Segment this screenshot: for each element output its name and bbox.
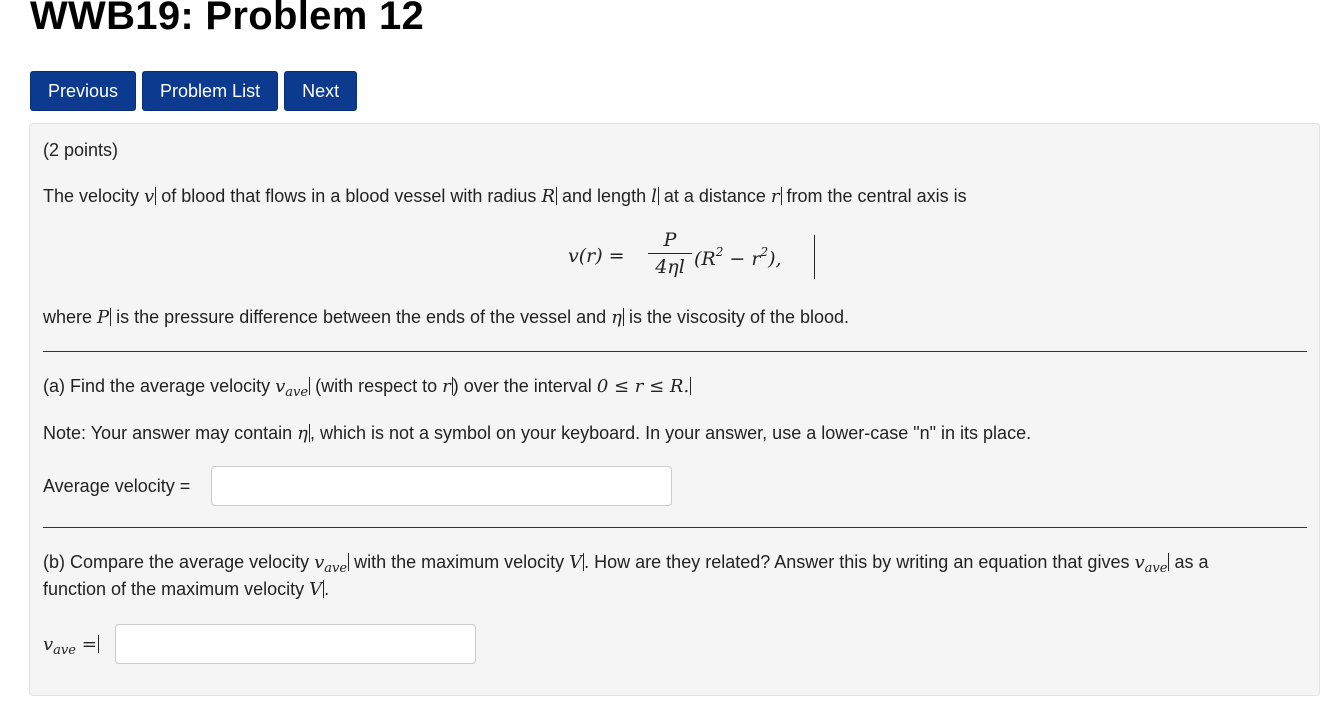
problem-list-button[interactable]: Problem List: [142, 71, 278, 111]
problem-panel: (2 points) The velocity v of blood that flows in a blood vessel with radius R and length l at a distance r from the central axis is v(r) = P 4ηl $(R^2 - r^2)$, where P is the pressure difference between the ends of the vessel and η is the viscosity of the blood. (a) Find the average velocity $v_{ave}$ (with respect to r ) over the interval 0 ≤ r ≤ R. Note: Your answer may contain η , which is not a symbol on your keyboard. In your answer, use a lower-case "n" in its place. Average velocity = (b) Compare the average velocity $v_{ave}$ with the maximum velocity V . How are they related? Answer this by writing an equation that gives $v_{ave}$ as a function of the maximum velocity V . $v_{ave}$ =: [29, 123, 1320, 696]
page-title: WWB19: Problem 12: [30, 0, 425, 38]
part-b-question-line2: function of the maximum velocity V .: [43, 579, 330, 600]
average-velocity-label: Average velocity =: [43, 476, 191, 496]
v-ave-label: $v_{ave}$ =: [43, 634, 97, 658]
divider: [43, 527, 1307, 528]
points-label: (2 points): [43, 140, 119, 160]
average-velocity-input[interactable]: [211, 466, 672, 506]
divider: [43, 351, 1307, 352]
v-ave-input[interactable]: [115, 624, 476, 664]
problem-where: where P is the pressure difference between the ends of the vessel and η is the viscosity of the blood.: [43, 307, 850, 328]
next-button[interactable]: Next: [284, 71, 357, 111]
problem-intro: The velocity v of blood that flows in a blood vessel with radius R and length l at a distance r from the central axis is: [43, 186, 967, 207]
problem-navigation: [30, 71, 357, 111]
part-a-note: Note: Your answer may contain η , which is not a symbol on your keyboard. In your answer, use a lower-case "n" in its place.: [43, 423, 1032, 444]
previous-button[interactable]: Previous: [30, 71, 136, 111]
part-b-question-line1: (b) Compare the average velocity $v_{ave}$ with the maximum velocity V . How are they related? Answer this by writing an equation that gives $v_{ave}$ as a: [43, 552, 1209, 576]
part-a-question: (a) Find the average velocity $v_{ave}$ (with respect to r ) over the interval 0 ≤ r ≤ R.: [43, 376, 690, 400]
